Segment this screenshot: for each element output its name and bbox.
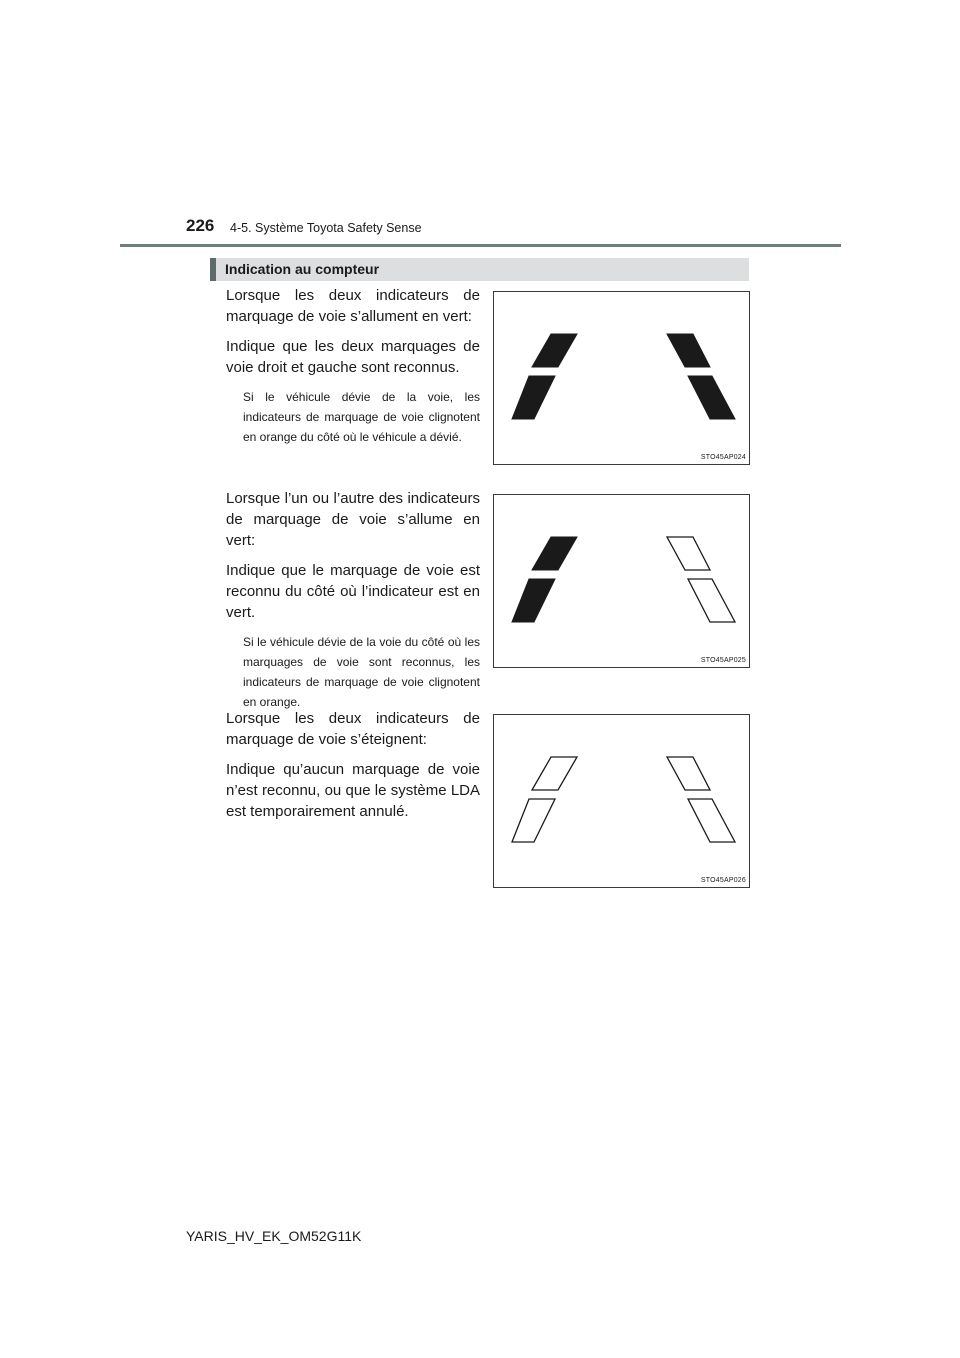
right-lane-marking-upper — [667, 334, 710, 367]
text-block-both-on — [226, 285, 480, 447]
footer-doc-code: YARIS_HV_EK_OM52G11K — [186, 1228, 362, 1244]
right-lane-marking-upper — [667, 757, 710, 790]
text-block-one-on — [226, 488, 480, 712]
figure-both-on — [493, 291, 750, 465]
meaning-text: Indique qu’aucun marquage de voie n’est reconnu, ou que le système LDA est temporairement annulé. — [226, 761, 480, 820]
lane-indicator-illustration — [494, 715, 749, 887]
figure-both-off — [493, 714, 750, 888]
lane-indicator-illustration — [494, 292, 749, 464]
lead-text: Lorsque l’un ou l’autre des indicateurs de marquage de voie s’allume en vert: — [226, 490, 480, 549]
figure-code: STO45AP024 — [700, 454, 746, 461]
right-lane-marking-upper — [667, 537, 710, 570]
left-lane-marking-upper — [532, 334, 577, 367]
figure-code: STO45AP026 — [700, 877, 746, 884]
figure-code: STO45AP025 — [700, 657, 746, 664]
left-lane-marking-upper — [532, 537, 577, 570]
left-lane-marking-upper — [532, 757, 577, 790]
meaning-text: Indique que les deux marquages de voie droit et gauche sont reconnus. — [226, 338, 480, 376]
left-lane-marking-lower — [512, 579, 555, 622]
note-text: Si le véhicule dévie de la voie du côté où les marquages de voie sont reconnus, les indicateurs de marquage de voie clignotent en orange. — [243, 635, 480, 709]
left-lane-marking-lower — [512, 799, 555, 842]
lead-text: Lorsque les deux indicateurs de marquage de voie s’éteignent: — [226, 710, 480, 748]
meaning-text: Indique que le marquage de voie est reconnu du côté où l’indicateur est en vert. — [226, 562, 480, 621]
page-number: 226 — [186, 216, 215, 235]
section-title: 4-5. Système Toyota Safety Sense — [230, 221, 422, 235]
header-rule — [120, 244, 841, 247]
lead-text: Lorsque les deux indicateurs de marquage de voie s’allument en vert: — [226, 287, 480, 325]
note-text: Si le véhicule dévie de la voie, les indicateurs de marquage de voie clignotent en orange du côté où le véhicule a dévié. — [243, 390, 480, 444]
figure-one-on — [493, 494, 750, 668]
right-lane-marking-lower — [688, 799, 735, 842]
text-block-both-off — [226, 708, 480, 831]
right-lane-marking-lower — [688, 579, 735, 622]
left-lane-marking-lower — [512, 376, 555, 419]
subheading: Indication au compteur — [210, 258, 749, 281]
lane-indicator-illustration — [494, 495, 749, 667]
right-lane-marking-lower — [688, 376, 735, 419]
